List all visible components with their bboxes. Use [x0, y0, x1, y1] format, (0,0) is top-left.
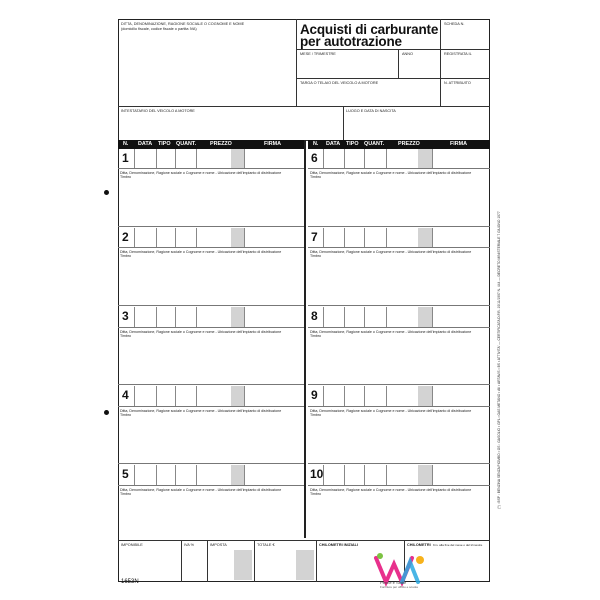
- km-finali-label: CHILOMETRI: [407, 543, 431, 547]
- imposta-label: IMPOSTA: [210, 543, 227, 547]
- form-title-line2: per autotrazione: [300, 34, 402, 49]
- row-note-timbro: Timbro: [120, 413, 132, 417]
- anno-label: ANNO: [402, 52, 413, 56]
- col-n: N.: [123, 141, 129, 147]
- form-title-line1: Acquisti di carburante: [300, 22, 439, 37]
- col-n: N.: [313, 141, 319, 147]
- col-firma: FIRMA: [264, 141, 282, 147]
- targa-label: TARGA O TELAIO DEL VEICOLO A MOTORE: [300, 81, 379, 85]
- row-note: Ditta, Denominazione, Ragione sociale o Cognome e nome - Ubicazione dell'impianto di distribuzione: [310, 250, 472, 254]
- col-prezzo: PREZZO: [210, 141, 232, 147]
- col-quant: QUANT.: [176, 141, 197, 147]
- row-note-timbro: Timbro: [310, 334, 322, 338]
- col-data: DATA: [326, 141, 341, 147]
- luogo-label: LUOGO E DATA DI NASCITA: [346, 109, 396, 113]
- logo-text: Penne e Sedie: [380, 580, 407, 585]
- row-note: Ditta, Denominazione, Ragione sociale o Cognome e nome - Ubicazione dell'impianto di distribuzione: [310, 330, 472, 334]
- row-number: 6: [311, 151, 318, 165]
- table-header-right: [308, 140, 490, 149]
- row-note-timbro: Timbro: [120, 334, 132, 338]
- imponibile-label: IMPONIBILE: [121, 543, 143, 547]
- col-quant: QUANT.: [364, 141, 385, 147]
- row-note: Ditta, Denominazione, Ragione sociale o Cognome e nome - Ubicazione dell'impianto di distribuzione: [120, 171, 282, 175]
- side-legend: [494, 140, 506, 580]
- row-note: Ditta, Denominazione, Ragione sociale o Cognome e nome - Ubicazione dell'impianto di distribuzione: [120, 330, 282, 334]
- intestatario-label: INTESTATARIO DEL VEICOLO A MOTORE: [121, 109, 195, 113]
- shop-logo: [372, 552, 428, 590]
- row-note: Ditta, Denominazione, Ragione sociale o Cognome e nome - Ubicazione dell'impianto di distribuzione: [310, 171, 472, 175]
- logo-subtext: Forniture per ufficio e scuola: [380, 585, 418, 589]
- row-number: 4: [122, 388, 129, 402]
- row-note-timbro: Timbro: [120, 175, 132, 179]
- iva-label: IVA %: [184, 543, 195, 547]
- row-number: 8: [311, 309, 318, 323]
- registrata-label: REGISTRATA IL: [444, 52, 472, 56]
- row-note: Ditta, Denominazione, Ragione sociale o Cognome e nome - Ubicazione dell'impianto di distribuzione: [310, 409, 472, 413]
- row-note-timbro: Timbro: [310, 413, 322, 417]
- mese-label: MESE / TRIMESTRE: [300, 52, 336, 56]
- attributo-label: N. ATTRIBUITO: [444, 81, 471, 85]
- row-note-timbro: Timbro: [310, 254, 322, 258]
- binder-hole-top: [104, 190, 109, 195]
- row-number: 5: [122, 467, 129, 481]
- row-number: 9: [311, 388, 318, 402]
- ditta-sublabel: (domicilio fiscale, codice fiscale o partita IVA): [121, 27, 197, 31]
- col-data: DATA: [138, 141, 153, 147]
- km-note: Km. alla fine del mese o del trimestre: [433, 543, 483, 547]
- km-iniziali-label: CHILOMETRI INIZIALI: [319, 543, 359, 547]
- totale-label: TOTALE €: [257, 543, 275, 547]
- ditta-label: DITTA, DENOMINAZIONE, RAGIONE SOCIALE O COGNOME E NOME: [121, 22, 245, 26]
- side-legend-text: (*) : BSP : BENZINA SENZA PIOMBO • GS : GASOLIO • GPL • GAS METANO • AV • ARTAVIS • BS • ATTIVITA' — CERTIFICATA D.P.R. 10/11/1997 N. 444 — DECRETO MINISTERIALE 7 GIUGNO 1977: [497, 211, 501, 509]
- row-note: Ditta, Denominazione, Ragione sociale o Cognome e nome - Ubicazione dell'impianto di distribuzione: [310, 488, 472, 492]
- row-number: 3: [122, 309, 129, 323]
- col-tipo: TIPO: [158, 141, 171, 147]
- scheda-label: SCHEDA N.: [444, 22, 465, 26]
- row-number: 10: [310, 467, 324, 481]
- table-header-left: [118, 140, 304, 149]
- form-code: 1653N: [121, 579, 139, 585]
- row-note-timbro: Timbro: [120, 492, 132, 496]
- row-note-timbro: Timbro: [310, 492, 322, 496]
- row-note: Ditta, Denominazione, Ragione sociale o Cognome e nome - Ubicazione dell'impianto di distribuzione: [120, 409, 282, 413]
- col-tipo: TIPO: [346, 141, 359, 147]
- row-note: Ditta, Denominazione, Ragione sociale o Cognome e nome - Ubicazione dell'impianto di distribuzione: [120, 250, 282, 254]
- binder-hole-bottom: [104, 410, 109, 415]
- row-number: 1: [122, 151, 129, 165]
- row-note: Ditta, Denominazione, Ragione sociale o Cognome e nome - Ubicazione dell'impianto di distribuzione: [120, 488, 282, 492]
- row-note-timbro: Timbro: [310, 175, 322, 179]
- row-note-timbro: Timbro: [120, 254, 132, 258]
- row-number: 7: [311, 230, 318, 244]
- row-number: 2: [122, 230, 129, 244]
- col-prezzo: PREZZO: [398, 141, 420, 147]
- col-firma: FIRMA: [450, 141, 468, 147]
